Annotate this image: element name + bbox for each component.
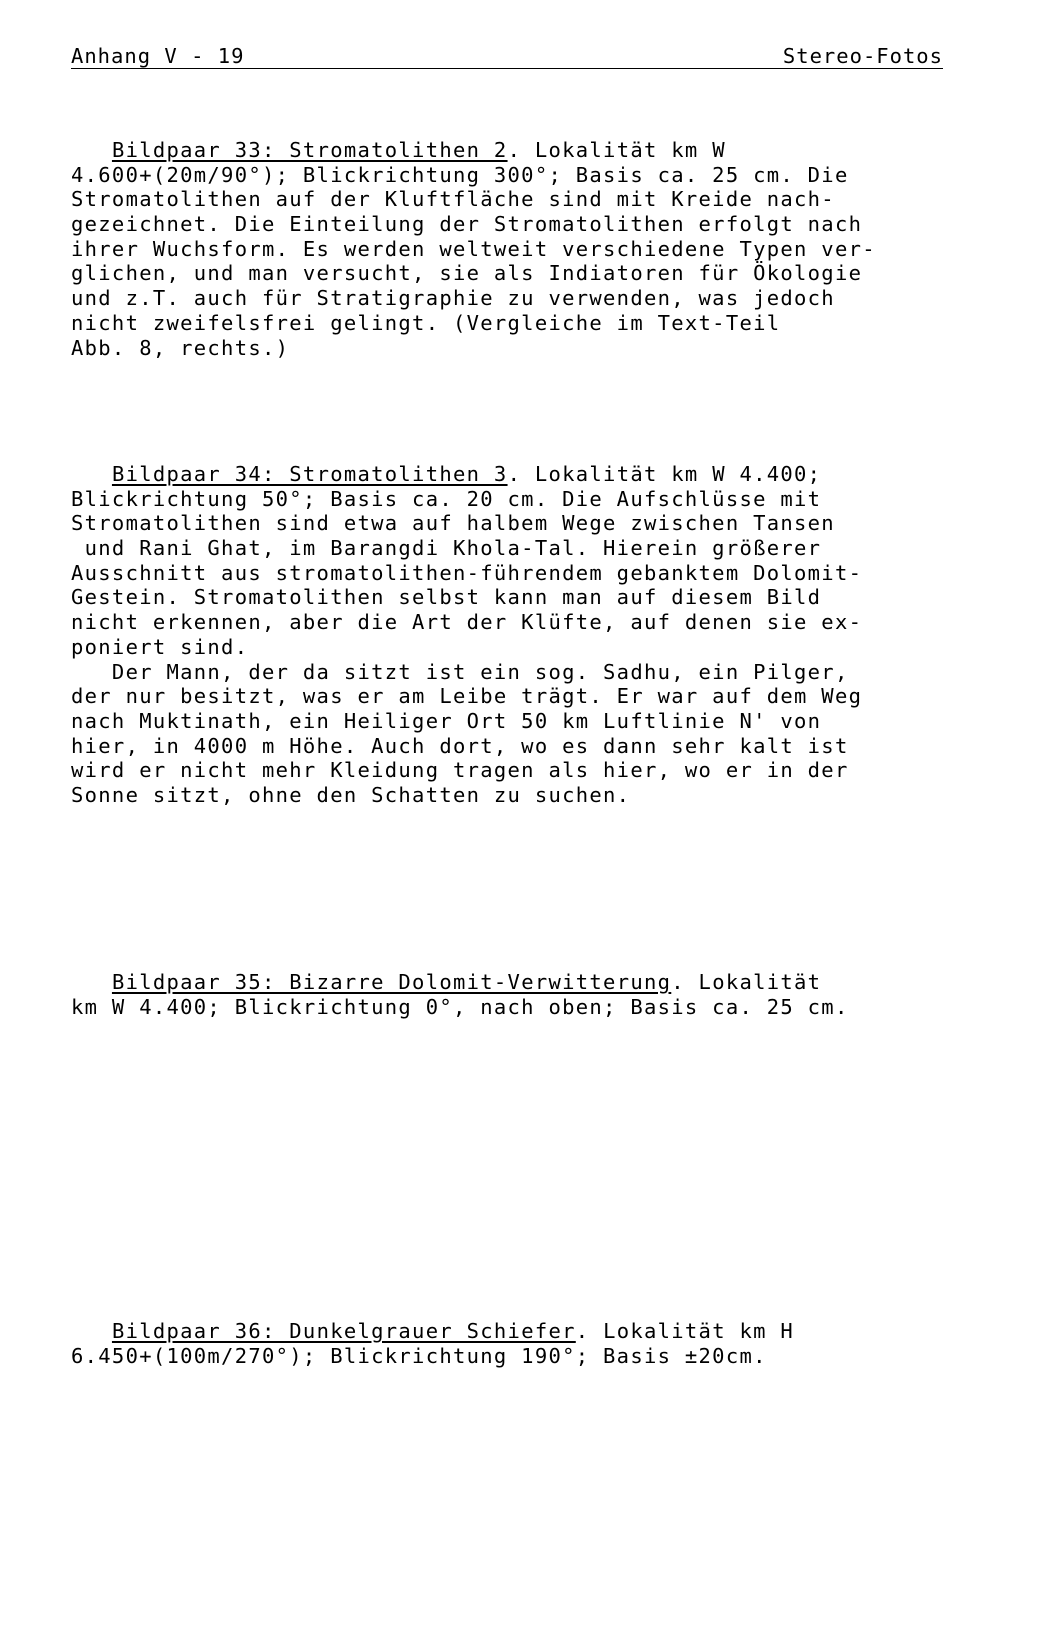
entry-bildpaar-34 — [71, 462, 951, 808]
entry-text: . Lokalität km W — [507, 138, 726, 162]
entry-text-line: und Rani Ghat, im Barangdi Khola-Tal. Hierein größerer — [71, 536, 822, 561]
entry-text-line: wird er nicht mehr Kleidung tragen als hier, wo er in der — [71, 758, 849, 783]
entry-bildpaar-35 — [71, 970, 951, 1019]
entry-first-line — [71, 1319, 951, 1344]
entry-text-line: poniert sind. — [71, 634, 249, 659]
entry-text-line: Stromatolithen sind etwa auf halbem Wege zwischen Tansen — [71, 511, 835, 536]
entry-first-line — [71, 138, 951, 163]
entry-text-line: Der Mann, der da sitzt ist ein sog. Sadhu, ein Pilger, — [71, 659, 849, 684]
entry-text-line: ihrer Wuchsform. Es werden weltweit verschiedene Typen ver- — [71, 236, 876, 261]
entry-bildpaar-36 — [71, 1319, 951, 1368]
header-page-number: Anhang V - 19 — [71, 44, 245, 68]
page-header — [71, 44, 943, 69]
entry-text-line: km W 4.400; Blickrichtung 0°, nach oben; Basis ca. 25 cm. — [71, 994, 849, 1019]
entry-title: Bildpaar 36: Dunkelgrauer Schiefer — [111, 1319, 576, 1343]
entry-text-line: 6.450+(100m/270°); Blickrichtung 190°; Basis ±20cm. — [71, 1343, 767, 1368]
entry-bildpaar-33 — [71, 138, 951, 360]
entry-text-line: und z.T. auch für Stratigraphie zu verwenden, was jedoch — [71, 286, 835, 311]
entry-text-line: nicht erkennen, aber die Art der Klüfte, auf denen sie ex- — [71, 610, 863, 635]
entry-title: Bildpaar 33: Stromatolithen 2 — [111, 138, 508, 162]
entry-title: Bildpaar 35: Bizarre Dolomit-Verwitterung — [111, 970, 672, 994]
entry-text-line: nicht zweifelsfrei gelingt. (Vergleiche im Text-Teil — [71, 310, 781, 335]
entry-text-line: 4.600+(20m/90°); Blickrichtung 300°; Basis ca. 25 cm. Die — [71, 162, 849, 187]
entry-text-line: Ausschnitt aus stromatolithen-führendem gebanktem Dolomit- — [71, 560, 863, 585]
entry-text-line: nach Muktinath, ein Heiliger Ort 50 km Luftlinie N' von — [71, 708, 822, 733]
entry-text-line: hier, in 4000 m Höhe. Auch dort, wo es dann sehr kalt ist — [71, 733, 849, 758]
entry-text-line: der nur besitzt, was er am Leibe trägt. Er war auf dem Weg — [71, 684, 863, 709]
entry-text: . Lokalität km H — [575, 1319, 795, 1343]
entry-title: Bildpaar 34: Stromatolithen 3 — [111, 462, 508, 486]
entry-text-line: Abb. 8, rechts.) — [71, 335, 290, 360]
entry-text-line: gezeichnet. Die Einteilung der Stromatolithen erfolgt nach — [71, 212, 863, 237]
entry-text-line: Blickrichtung 50°; Basis ca. 20 cm. Die Aufschlüsse mit — [71, 486, 822, 511]
entry-first-line — [71, 462, 951, 487]
header-section-title: Stereo-Fotos — [782, 44, 943, 68]
entry-text-line: Gestein. Stromatolithen selbst kann man auf diesem Bild — [71, 585, 822, 610]
entry-text: . Lokalität km W 4.400; — [507, 462, 822, 486]
entry-text-line: glichen, und man versucht, sie als Indiatoren für Ökologie — [71, 261, 863, 286]
entry-text: . Lokalität — [671, 970, 822, 994]
entry-text-line: Sonne sitzt, ohne den Schatten zu suchen. — [71, 782, 631, 807]
entry-first-line — [71, 970, 951, 995]
entry-text-line: Stromatolithen auf der Kluftfläche sind mit Kreide nach- — [71, 187, 835, 212]
